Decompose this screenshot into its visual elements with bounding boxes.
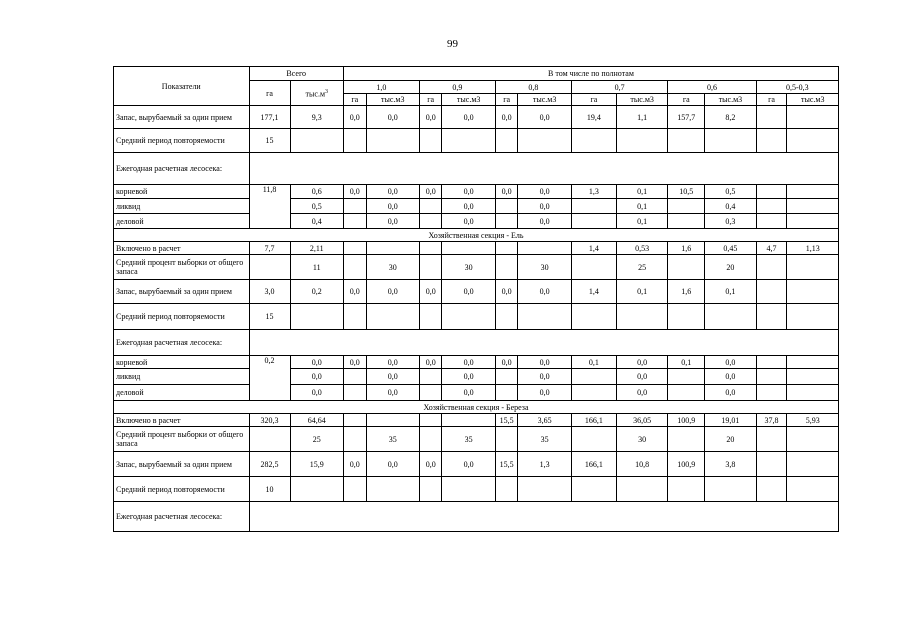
data-cell (668, 199, 705, 214)
data-cell: 0,0 (442, 452, 495, 477)
data-cell: 0,2 (249, 356, 290, 401)
forest-table (113, 66, 839, 532)
empty-cell (419, 477, 442, 502)
empty-cell (518, 477, 571, 502)
empty-cell (290, 304, 343, 330)
data-cell: 100,9 (668, 414, 705, 427)
data-cell (787, 369, 839, 385)
empty-cell (571, 129, 616, 153)
data-cell (787, 452, 839, 477)
table-row (114, 153, 839, 185)
sub-ha: га (343, 94, 366, 106)
density-5: 0,6 (668, 81, 756, 94)
data-cell: 7,7 (249, 242, 290, 255)
empty-cell (495, 477, 518, 502)
data-cell: 0,0 (616, 369, 667, 385)
empty-cell (249, 502, 838, 532)
section-el-title: Хозяйственная секция - Ель (114, 229, 839, 242)
data-cell (366, 414, 419, 427)
data-cell (366, 242, 419, 255)
data-cell: 15,5 (495, 452, 518, 477)
row-label: Средний процент выборки от общего запаса (114, 255, 250, 280)
sub-tm3: тыс.м3 (616, 94, 667, 106)
data-cell: 0,0 (495, 356, 518, 369)
data-cell (343, 414, 366, 427)
empty-cell (705, 129, 756, 153)
data-cell: 0,0 (366, 356, 419, 369)
data-cell (419, 385, 442, 401)
header-indicators: Показатели (114, 67, 250, 106)
section-row (114, 401, 839, 414)
row-label: Средний период повторяемости (114, 477, 250, 502)
data-cell (787, 106, 839, 129)
data-cell: 9,3 (290, 106, 343, 129)
data-cell: 0,0 (518, 356, 571, 369)
empty-cell (616, 477, 667, 502)
data-cell: 0,0 (366, 452, 419, 477)
empty-cell (616, 129, 667, 153)
data-cell (668, 214, 705, 229)
table-row (114, 385, 839, 401)
data-cell (442, 242, 495, 255)
data-cell: 20 (705, 427, 756, 452)
table-row (114, 369, 839, 385)
data-cell: 30 (518, 255, 571, 280)
data-cell: 0,0 (495, 280, 518, 304)
row-label: Запас, вырубаемый за один прием (114, 452, 250, 477)
empty-cell (249, 330, 838, 356)
data-cell (419, 255, 442, 280)
empty-cell (419, 304, 442, 330)
table-row (114, 330, 839, 356)
data-cell: 0,45 (705, 242, 756, 255)
data-cell: 0,0 (442, 385, 495, 401)
empty-cell (343, 304, 366, 330)
empty-cell (787, 477, 839, 502)
data-cell (419, 427, 442, 452)
row-label: Ежегодная расчетная лесосека: (114, 502, 250, 532)
data-cell: 0,1 (571, 356, 616, 369)
data-cell: 0,1 (616, 214, 667, 229)
data-cell: 35 (366, 427, 419, 452)
data-cell: 0,0 (705, 356, 756, 369)
sub-ha: га (495, 94, 518, 106)
data-cell (787, 214, 839, 229)
data-cell: 35 (518, 427, 571, 452)
data-cell: 0,0 (518, 185, 571, 199)
data-cell (419, 369, 442, 385)
data-cell: 0,0 (442, 199, 495, 214)
data-cell: 0,0 (442, 185, 495, 199)
data-cell: 0,0 (442, 369, 495, 385)
data-cell: 166,1 (571, 414, 616, 427)
data-cell: 10,5 (668, 185, 705, 199)
data-cell: 3,65 (518, 414, 571, 427)
data-cell (668, 255, 705, 280)
empty-cell (343, 129, 366, 153)
data-cell (442, 414, 495, 427)
data-cell (668, 427, 705, 452)
row-label: корневой (114, 356, 250, 369)
data-cell: 10,8 (616, 452, 667, 477)
data-cell: 0,0 (343, 452, 366, 477)
empty-cell (442, 477, 495, 502)
data-cell (756, 255, 787, 280)
row-label: деловой (114, 214, 250, 229)
sub-ha: га (571, 94, 616, 106)
data-cell: 0,0 (366, 385, 419, 401)
data-cell: 0,1 (668, 356, 705, 369)
data-cell: 25 (616, 255, 667, 280)
data-cell: 177,1 (249, 106, 290, 129)
data-cell: 0,3 (705, 214, 756, 229)
data-cell: 15,5 (495, 414, 518, 427)
data-cell: 0,0 (616, 356, 667, 369)
data-cell (756, 199, 787, 214)
data-cell (571, 199, 616, 214)
data-cell: 0,0 (518, 214, 571, 229)
data-cell: 0,0 (705, 369, 756, 385)
empty-cell (571, 477, 616, 502)
empty-cell (668, 304, 705, 330)
empty-cell (518, 129, 571, 153)
data-cell (571, 214, 616, 229)
empty-cell (668, 477, 705, 502)
data-cell (787, 199, 839, 214)
table-row (114, 414, 839, 427)
data-cell: 0,0 (442, 280, 495, 304)
table-row (114, 242, 839, 255)
data-cell: 3,8 (705, 452, 756, 477)
row-label: ликвид (114, 369, 250, 385)
data-cell: 0,0 (419, 356, 442, 369)
data-cell (756, 356, 787, 369)
data-cell: 10 (249, 477, 290, 502)
header-total: Всего (249, 67, 343, 81)
data-cell (787, 255, 839, 280)
data-cell (571, 369, 616, 385)
table-row (114, 502, 839, 532)
row-label: Ежегодная расчетная лесосека: (114, 153, 250, 185)
data-cell: 0,1 (616, 185, 667, 199)
row-label: Ежегодная расчетная лесосека: (114, 330, 250, 356)
data-cell: 100,9 (668, 452, 705, 477)
empty-cell (495, 129, 518, 153)
data-cell (668, 369, 705, 385)
data-cell (343, 242, 366, 255)
table-row (114, 129, 839, 153)
data-cell: 1,6 (668, 280, 705, 304)
data-cell: 0,0 (419, 185, 442, 199)
data-cell: 0,0 (290, 356, 343, 369)
data-cell (787, 385, 839, 401)
data-cell: 1,13 (787, 242, 839, 255)
data-cell: 0,0 (518, 385, 571, 401)
data-cell: 0,0 (343, 185, 366, 199)
data-cell (249, 427, 290, 452)
data-cell: 0,0 (366, 199, 419, 214)
empty-cell (571, 304, 616, 330)
data-cell (571, 385, 616, 401)
empty-cell (249, 153, 838, 185)
data-cell (756, 369, 787, 385)
row-label: деловой (114, 385, 250, 401)
data-cell: 0,4 (705, 199, 756, 214)
sub-ha: га (756, 94, 787, 106)
header-ha: га (249, 81, 290, 106)
data-cell: 30 (366, 255, 419, 280)
data-cell (343, 369, 366, 385)
data-cell (787, 356, 839, 369)
row-label: Включено в расчет (114, 414, 250, 427)
data-cell (756, 385, 787, 401)
table-row (114, 304, 839, 330)
data-cell: 19,01 (705, 414, 756, 427)
empty-cell (787, 129, 839, 153)
data-cell: 36,05 (616, 414, 667, 427)
data-cell (343, 214, 366, 229)
data-cell (756, 185, 787, 199)
data-cell: 1,3 (571, 185, 616, 199)
data-cell: 0,0 (518, 280, 571, 304)
data-cell (571, 255, 616, 280)
data-cell: 0,0 (366, 214, 419, 229)
data-cell: 0,53 (616, 242, 667, 255)
table-row (114, 106, 839, 129)
data-cell: 166,1 (571, 452, 616, 477)
empty-cell (616, 304, 667, 330)
empty-cell (787, 304, 839, 330)
section-row (114, 229, 839, 242)
data-cell: 35 (442, 427, 495, 452)
data-cell: 0,1 (616, 280, 667, 304)
data-cell: 1,4 (571, 280, 616, 304)
header-incl: В том числе по полнотам (343, 67, 838, 81)
data-cell (495, 427, 518, 452)
header-tm3 (290, 81, 343, 106)
data-cell (495, 255, 518, 280)
sub-tm3: тыс.м3 (705, 94, 756, 106)
row-label: Включено в расчет (114, 242, 250, 255)
data-cell: 0,0 (343, 280, 366, 304)
data-cell (787, 427, 839, 452)
data-cell (787, 185, 839, 199)
data-cell (343, 199, 366, 214)
data-cell: 1,4 (571, 242, 616, 255)
table-row (114, 214, 839, 229)
data-cell (249, 255, 290, 280)
data-cell (571, 427, 616, 452)
data-cell: 320,3 (249, 414, 290, 427)
data-cell: 11 (290, 255, 343, 280)
data-cell: 30 (616, 427, 667, 452)
data-cell: 0,0 (442, 356, 495, 369)
data-cell: 15,9 (290, 452, 343, 477)
data-cell (343, 255, 366, 280)
data-cell: 157,7 (668, 106, 705, 129)
data-cell: 0,0 (343, 356, 366, 369)
data-cell: 1,3 (518, 452, 571, 477)
empty-cell (366, 477, 419, 502)
data-cell: 0,5 (290, 199, 343, 214)
empty-cell (756, 477, 787, 502)
data-cell: 8,2 (705, 106, 756, 129)
section-bereza-title: Хозяйственная секция - Береза (114, 401, 839, 414)
empty-cell (705, 477, 756, 502)
sub-tm3: тыс.м3 (366, 94, 419, 106)
data-cell: 0,0 (495, 185, 518, 199)
data-cell: 0,1 (616, 199, 667, 214)
empty-cell (442, 304, 495, 330)
table-row (114, 427, 839, 452)
header-tm3-sup: 3 (325, 88, 328, 95)
empty-cell (290, 129, 343, 153)
table-row (114, 280, 839, 304)
empty-cell (290, 477, 343, 502)
data-cell (495, 214, 518, 229)
data-cell: 0,0 (442, 214, 495, 229)
row-label: Средний период повторяемости (114, 304, 250, 330)
data-cell (495, 369, 518, 385)
data-cell: 0,0 (366, 185, 419, 199)
data-cell (756, 280, 787, 304)
table-row (114, 452, 839, 477)
data-cell: 4,7 (756, 242, 787, 255)
data-cell: 5,93 (787, 414, 839, 427)
data-cell: 0,0 (518, 199, 571, 214)
data-cell: 30 (442, 255, 495, 280)
row-label: корневой (114, 185, 250, 199)
data-cell: 0,0 (442, 106, 495, 129)
data-cell: 0,0 (290, 369, 343, 385)
table-row (114, 477, 839, 502)
data-cell (756, 427, 787, 452)
data-cell: 0,0 (616, 385, 667, 401)
data-cell (756, 214, 787, 229)
header-tm3-text: тыс.м (305, 89, 325, 99)
data-cell: 0,2 (290, 280, 343, 304)
data-cell: 37,8 (756, 414, 787, 427)
data-cell (756, 452, 787, 477)
data-cell: 0,5 (705, 185, 756, 199)
empty-cell (495, 304, 518, 330)
density-6: 0,5-0,3 (756, 81, 838, 94)
empty-cell (756, 129, 787, 153)
empty-cell (756, 304, 787, 330)
data-cell (419, 242, 442, 255)
data-cell: 0,0 (419, 106, 442, 129)
data-cell: 15 (249, 129, 290, 153)
data-cell: 1,6 (668, 242, 705, 255)
table-row (114, 199, 839, 214)
data-cell (518, 242, 571, 255)
data-cell: 0,0 (366, 280, 419, 304)
table-row (114, 356, 839, 369)
data-cell: 0,0 (366, 369, 419, 385)
row-label: Запас, вырубаемый за один прием (114, 280, 250, 304)
data-cell (787, 280, 839, 304)
data-cell: 0,0 (419, 280, 442, 304)
density-2: 0,9 (419, 81, 495, 94)
data-cell (419, 199, 442, 214)
data-cell: 0,0 (518, 369, 571, 385)
row-label: Средний процент выборки от общего запаса (114, 427, 250, 452)
density-3: 0,8 (495, 81, 571, 94)
empty-cell (343, 477, 366, 502)
data-cell: 2,11 (290, 242, 343, 255)
data-cell (495, 199, 518, 214)
table-row (114, 255, 839, 280)
density-1: 1,0 (343, 81, 419, 94)
sub-tm3: тыс.м3 (787, 94, 839, 106)
page-number: 99 (447, 38, 458, 50)
empty-cell (366, 129, 419, 153)
data-cell: 0,6 (290, 185, 343, 199)
row-label: ликвид (114, 199, 250, 214)
density-4: 0,7 (571, 81, 668, 94)
data-cell (756, 106, 787, 129)
data-cell: 0,4 (290, 214, 343, 229)
data-cell: 20 (705, 255, 756, 280)
sub-tm3: тыс.м3 (518, 94, 571, 106)
data-cell (419, 214, 442, 229)
data-cell: 0,0 (518, 106, 571, 129)
sub-ha: га (419, 94, 442, 106)
data-cell (419, 414, 442, 427)
data-cell: 0,0 (705, 385, 756, 401)
data-cell (495, 385, 518, 401)
sub-ha: га (668, 94, 705, 106)
empty-cell (705, 304, 756, 330)
data-cell (668, 385, 705, 401)
data-cell: 0,0 (419, 452, 442, 477)
row-label: Средний период повторяемости (114, 129, 250, 153)
data-cell: 0,0 (290, 385, 343, 401)
empty-cell (442, 129, 495, 153)
table-row (114, 185, 839, 199)
data-cell: 0,0 (495, 106, 518, 129)
data-cell (343, 427, 366, 452)
data-cell: 25 (290, 427, 343, 452)
data-cell: 0,0 (343, 106, 366, 129)
data-cell: 0,0 (366, 106, 419, 129)
empty-cell (518, 304, 571, 330)
data-cell: 1,1 (616, 106, 667, 129)
data-cell: 3,0 (249, 280, 290, 304)
empty-cell (366, 304, 419, 330)
data-cell (343, 385, 366, 401)
empty-cell (419, 129, 442, 153)
row-label: Запас, вырубаемый за один прием (114, 106, 250, 129)
data-cell: 282,5 (249, 452, 290, 477)
data-cell: 64,64 (290, 414, 343, 427)
data-cell: 11,8 (249, 185, 290, 229)
data-cell: 15 (249, 304, 290, 330)
data-cell (495, 242, 518, 255)
empty-cell (668, 129, 705, 153)
sub-tm3: тыс.м3 (442, 94, 495, 106)
data-cell: 0,1 (705, 280, 756, 304)
data-cell: 19,4 (571, 106, 616, 129)
